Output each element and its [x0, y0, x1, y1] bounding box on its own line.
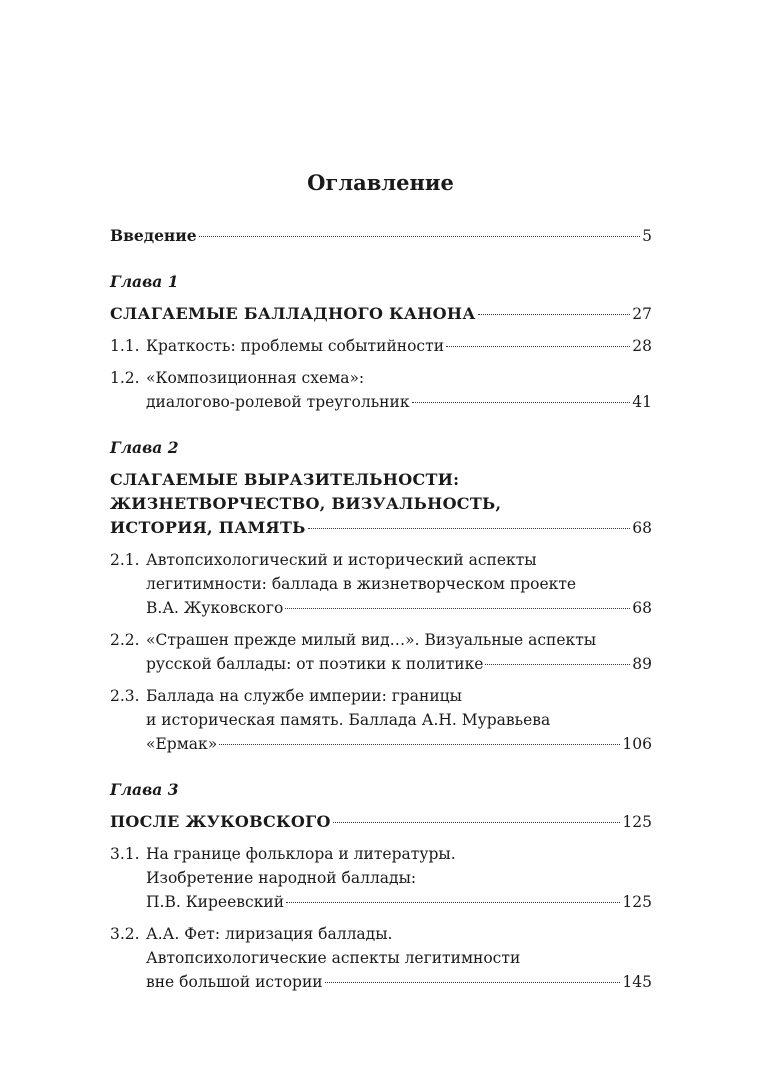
section-title-line: легитимности: баллада в жизнетворческом проекте — [146, 575, 577, 593]
section-page: 41 — [632, 393, 652, 411]
section-number: 2.1. — [110, 551, 140, 569]
section-entry[interactable] — [110, 628, 652, 676]
table-of-contents — [110, 224, 652, 994]
chapter-label: Глава 1 — [110, 272, 179, 291]
chapter-2 — [110, 436, 652, 756]
section-number: 2.3. — [110, 687, 140, 705]
chapter-heading-line: СЛАГАЕМЫЕ ВЫРАЗИТЕЛЬНОСТИ: — [110, 470, 460, 489]
section-title-line: Автопсихологический и исторический аспекты — [146, 551, 537, 569]
section-entry[interactable] — [110, 684, 652, 756]
chapter-heading-line: ЖИЗНЕТВОРЧЕСТВО, ВИЗУАЛЬНОСТЬ, — [110, 494, 502, 513]
section-number: 1.1. — [110, 337, 140, 355]
chapter-page: 125 — [622, 813, 652, 831]
section-entry[interactable] — [110, 922, 652, 994]
section-title-line: Изобретение народной баллады: — [146, 869, 417, 887]
chapter-page: 27 — [632, 305, 652, 323]
chapter-heading-entry[interactable] — [110, 468, 652, 540]
section-title-line: П.В. Киреевский — [146, 893, 285, 911]
toc-intro-label: Введение — [110, 226, 197, 245]
section-entry[interactable] — [110, 366, 652, 414]
dot-leader — [446, 346, 630, 347]
chapter-heading-entry[interactable] — [110, 810, 652, 834]
dot-leader — [219, 744, 620, 745]
chapter-heading: ПОСЛЕ ЖУКОВСКОГО — [110, 812, 331, 831]
section-page: 68 — [632, 599, 652, 617]
dot-leader — [485, 664, 630, 665]
section-title-line: Автопсихологические аспекты легитимности — [146, 949, 521, 967]
chapter-label: Глава 3 — [110, 780, 179, 799]
chapter-heading-line: ИСТОРИЯ, ПАМЯТЬ — [110, 518, 306, 537]
dot-leader — [325, 982, 621, 983]
section-page: 28 — [632, 337, 652, 355]
section-number: 1.2. — [110, 369, 140, 387]
dot-leader — [412, 402, 631, 403]
section-number: 2.2. — [110, 631, 140, 649]
chapter-1 — [110, 270, 652, 414]
section-page: 106 — [622, 735, 652, 753]
section-title-line: «Страшен прежде милый вид…». Визуальные аспекты — [146, 631, 597, 649]
page-title: Оглавление — [307, 170, 454, 195]
section-title: Краткость: проблемы событийности — [146, 337, 445, 355]
toc-intro-page: 5 — [642, 227, 652, 245]
section-title-line: А.А. Фет: лиризация баллады. — [146, 925, 393, 943]
section-title-line: русской баллады: от поэтики к политике — [146, 655, 484, 673]
chapter-heading: СЛАГАЕМЫЕ БАЛЛАДНОГО КАНОНА — [110, 304, 476, 323]
section-title-line: В.А. Жуковского — [146, 599, 284, 617]
section-title-line: Баллада на службе империи: границы — [146, 687, 462, 705]
section-page: 89 — [632, 655, 652, 673]
section-title-line: и историческая память. Баллада А.Н. Муравьева — [146, 711, 551, 729]
dot-leader — [199, 236, 640, 237]
section-title-line: диалогово-ролевой треугольник — [146, 393, 410, 411]
dot-leader — [333, 822, 621, 823]
section-page: 125 — [622, 893, 652, 911]
toc-intro-entry[interactable] — [110, 224, 652, 248]
section-number: 3.2. — [110, 925, 140, 943]
section-entry[interactable] — [110, 548, 652, 620]
dot-leader — [308, 528, 631, 529]
chapter-3 — [110, 778, 652, 994]
section-number: 3.1. — [110, 845, 140, 863]
section-entry[interactable] — [110, 334, 652, 358]
dot-leader — [285, 608, 630, 609]
dot-leader — [286, 902, 620, 903]
chapter-label: Глава 2 — [110, 438, 179, 457]
chapter-page: 68 — [632, 519, 652, 537]
section-title-line: «Ермак» — [146, 735, 218, 753]
chapter-heading-entry[interactable] — [110, 302, 652, 326]
section-title-line: На границе фольклора и литературы. — [146, 845, 456, 863]
dot-leader — [478, 314, 631, 315]
section-entry[interactable] — [110, 842, 652, 914]
section-title-line: «Композиционная схема»: — [146, 369, 365, 387]
section-title-line: вне большой истории — [146, 973, 323, 991]
section-page: 145 — [622, 973, 652, 991]
